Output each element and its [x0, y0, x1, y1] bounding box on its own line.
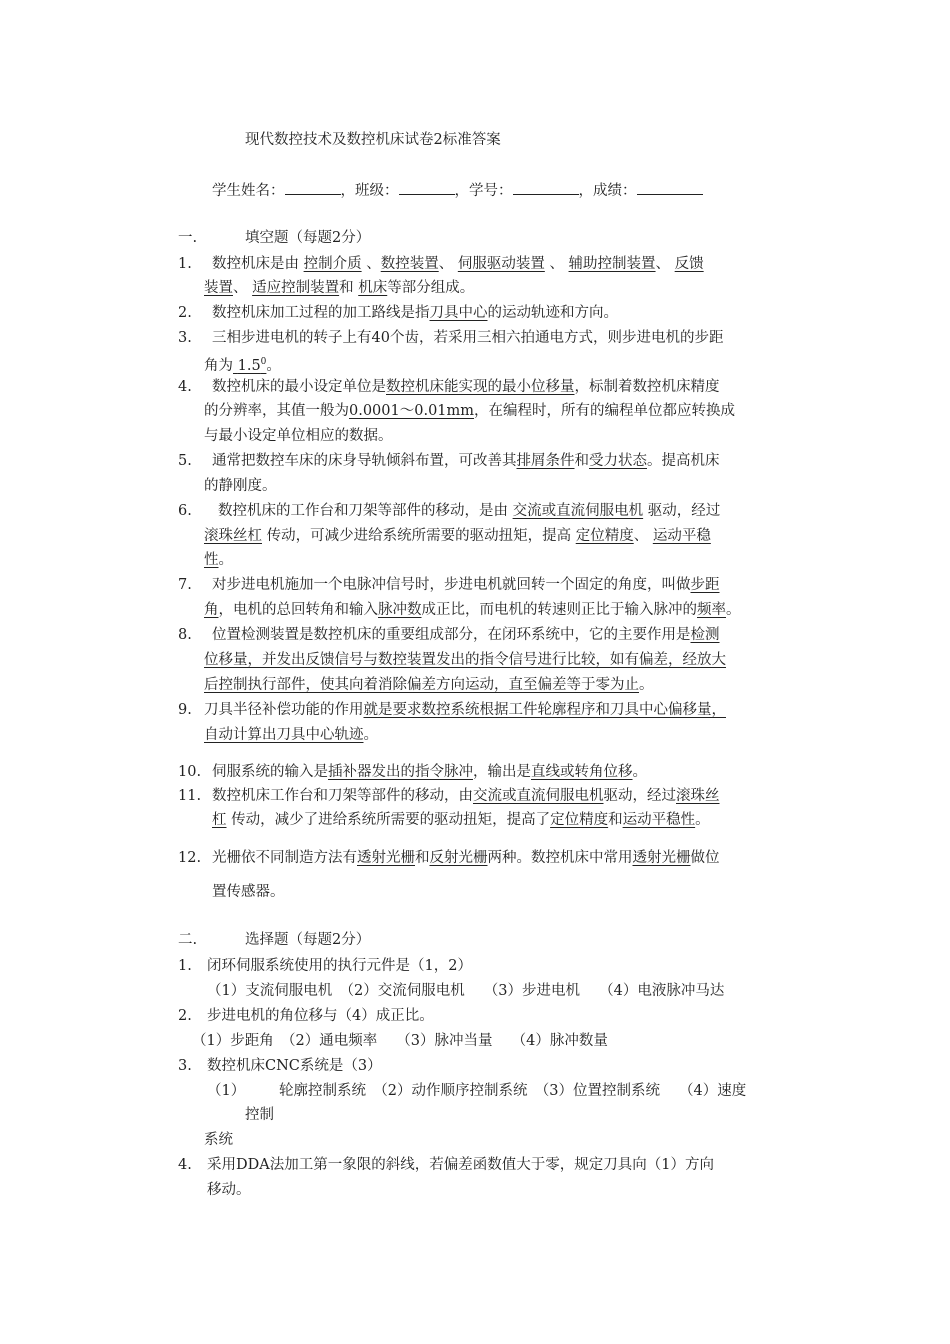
s2-q1-number: 1.	[178, 958, 192, 974]
s1-q4-line3: 与最小设定单位相应的数据。	[204, 428, 393, 444]
s1-q5-line2: 的静刚度。	[204, 478, 277, 494]
score-field[interactable]	[637, 180, 703, 195]
s1-q12-line1: 光栅依不同制造方法有透射光栅和反射光栅两种。数控机床中常用透射光栅做位	[212, 850, 720, 866]
s2-q4-line1: 采用DDA法加工第一象限的斜线，若偏差函数值大于零，规定刀具向（1）方向	[207, 1157, 714, 1173]
s2-q1-text: 闭环伺服系统使用的执行元件是（1，2）	[207, 958, 472, 974]
s2-q2-number: 2.	[178, 1008, 192, 1024]
s1-q6-line1: 数控机床的工作台和刀架等部件的移动，是由 交流或直流伺服电机 驱动，经过	[218, 503, 721, 519]
s1-q4-line1: 数控机床的最小设定单位是数控机床能实现的最小位移量，标制着数控机床精度	[212, 379, 720, 395]
s2-q3-options-line2: 控制	[245, 1107, 274, 1123]
s1-q12-number: 12.	[178, 850, 202, 866]
s2-q3-text: 数控机床CNC系统是（3）	[207, 1058, 382, 1074]
class-label: ，班级：	[340, 183, 399, 199]
section1-number: 一.	[178, 230, 198, 246]
s1-q7-line1: 对步进电机施加一个电脉冲信号时，步进电机就回转一个固定的角度，叫做步距	[212, 577, 720, 593]
s1-q1-line2: 装置、 适应控制装置和 机床等部分组成。	[204, 280, 475, 296]
s2-q3-number: 3.	[178, 1058, 192, 1074]
s1-q9-number: 9.	[178, 702, 192, 718]
s2-q3-options-line3: 系统	[204, 1132, 233, 1148]
section1-heading: 填空题（每题2分）	[245, 230, 371, 246]
id-label: ，学号：	[454, 183, 513, 199]
section2-heading: 选择题（每题2分）	[245, 932, 371, 948]
s1-q8-line1: 位置检测装置是数控机床的重要组成部分，在闭环系统中，它的主要作用是检测	[212, 627, 720, 643]
s1-q3-number: 3.	[178, 330, 192, 346]
s1-q7-number: 7.	[178, 577, 192, 593]
s2-q3-options-line1: 轮廓控制系统 （2）动作顺序控制系统 （3）位置控制系统 （4）速度	[279, 1083, 747, 1099]
s1-q11-number: 11.	[178, 788, 202, 804]
student-info-line	[212, 180, 703, 201]
s1-q4-number: 4.	[178, 379, 192, 395]
name-field[interactable]	[285, 180, 341, 195]
s1-q6-line2: 滚珠丝杠 传动，可减少进给系统所需要的驱动扭矩，提高 定位精度、 运动平稳	[204, 528, 711, 544]
class-field[interactable]	[399, 180, 455, 195]
s1-q3-line1: 三相步进电机的转子上有40个齿，若采用三相六拍通电方式，则步进电机的步距	[212, 330, 724, 346]
score-label: ，成绩：	[578, 183, 637, 199]
s1-q12-line2: 置传感器。	[212, 884, 285, 900]
s1-q5-line1: 通常把数控车床的床身导轨倾斜布置，可改善其排屑条件和受力状态。提高机床	[212, 453, 720, 469]
s1-q8-number: 8.	[178, 627, 192, 643]
section2-number: 二.	[178, 932, 198, 948]
s1-q9-line1: 刀具半径补偿功能的作用就是要求数控系统根据工件轮廓程序和刀具中心偏移量，	[204, 702, 726, 718]
s1-q6-number: 6.	[178, 503, 192, 519]
s1-q3-line2: 角为 $1.5^0$。	[204, 357, 281, 374]
s2-q2-text: 步进电机的角位移与（4）成正比。	[207, 1008, 434, 1024]
s1-q1-line1: 数控机床是由 控制介质 、数控装置、 伺服驱动装置 、 辅助控制装置、 反馈	[212, 256, 704, 272]
s1-q1-number: 1.	[178, 256, 192, 272]
s1-q11-line1: 数控机床工作台和刀架等部件的移动，由交流或直流伺服电机驱动，经过滚珠丝	[212, 788, 720, 804]
page-title: 现代数控技术及数控机床试卷2标准答案	[245, 132, 501, 148]
s1-q7-line2: 角，电机的总回转角和输入脉冲数成正比，而电机的转速则正比于输入脉冲的频率。	[204, 602, 741, 618]
s1-q10-line: 伺服系统的输入是插补器发出的指令脉冲，输出是直线或转角位移。	[212, 764, 647, 780]
id-field[interactable]	[513, 180, 579, 195]
s2-q4-number: 4.	[178, 1157, 192, 1173]
s1-q8-line2: 位移量，并发出反馈信号与数控装置发出的指令信号进行比较，如有偏差，经放大	[204, 652, 726, 668]
s2-q1-options: （1）支流伺服电机 （2）交流伺服电机 （3）步进电机 （4）电液脉冲马达	[207, 983, 725, 999]
s2-q2-options: （1）步距角 （2）通电频率 （3）脉冲当量 （4）脉冲数量	[192, 1033, 608, 1049]
s1-q5-number: 5.	[178, 453, 192, 469]
s2-q3-option-prefix: （1）	[207, 1083, 246, 1099]
name-label: 学生姓名：	[212, 183, 285, 199]
s1-q4-line2: 的分辨率，其值一般为0.0001～0.01mm，在编程时，所有的编程单位都应转换成	[204, 403, 736, 419]
s1-q6-line3: 性。	[204, 552, 233, 568]
s1-q9-line2: 自动计算出刀具中心轨迹。	[204, 727, 378, 743]
s1-q10-number: 10.	[178, 764, 202, 780]
s1-q8-line3: 后控制执行部件，使其向着消除偏差方向运动，直至偏差等于零为止。	[204, 677, 654, 693]
s1-q11-line2: 杠 传动，减少了进给系统所需要的驱动扭矩，提高了定位精度和运动平稳性。	[212, 812, 710, 828]
s1-q2-line: 数控机床加工过程的加工路线是指刀具中心的运动轨迹和方向。	[212, 305, 618, 321]
s1-q2-number: 2.	[178, 305, 192, 321]
s2-q4-line2: 移动。	[207, 1182, 251, 1198]
